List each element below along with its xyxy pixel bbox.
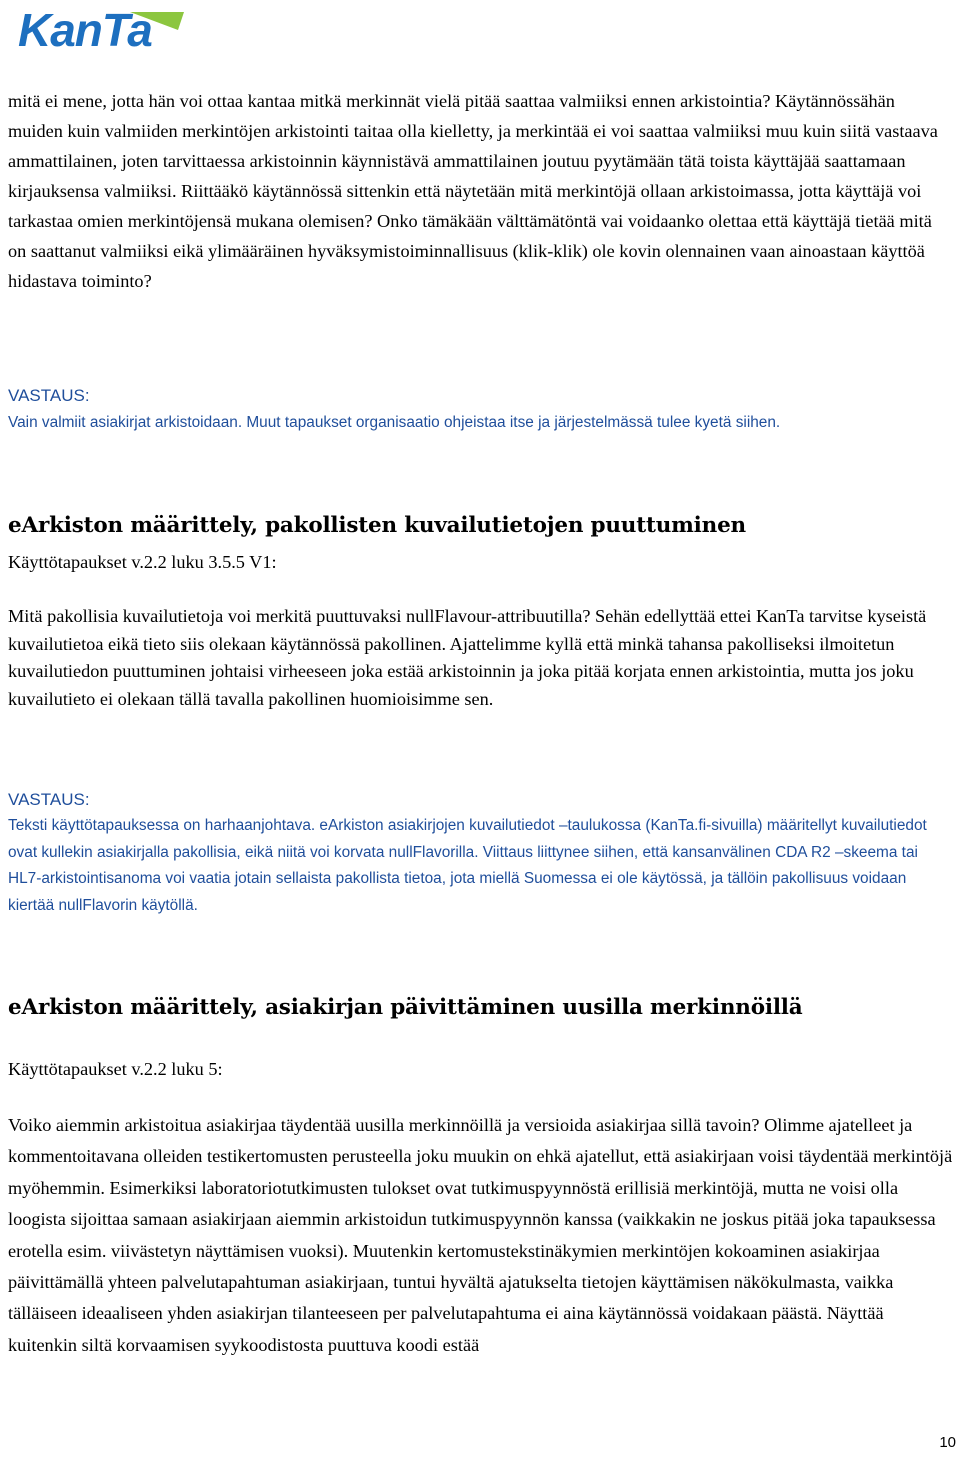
- answer-text: Vain valmiit asiakirjat arkistoidaan. Muut tapaukset organisaatio ohjeistaa itse ja järjestelmässä tulee kyetä siihen.: [8, 414, 781, 431]
- logo-wordmark: KanTa: [18, 4, 152, 54]
- kanta-logo-graphic: [18, 2, 188, 54]
- answer-text: Teksti käyttötapauksessa on harhaanjohtava. eArkiston asiakirjojen kuvailutiedot –taulukossa (KanTa.fi-sivuilla) määritellyt kuvailutiedot ovat kullekin asiakirjalla pakollisia, eikä niitä voi korvata nullFlavorilla. Viittaus liittynee siihen, että kansanvälinen CDA R2 –skeema tai HL7-arkistointisanoma voi vaatia jotain sellaista pakollista tietoa, jota miellä Suomessa ei ole käytössä, ja tällöin pakollisuus voidaan kiertää nullFlavorin käytöllä.: [8, 817, 927, 914]
- answer-label: VASTAUS:: [8, 790, 90, 809]
- section-subheading: Käyttötapaukset v.2.2 luku 3.5.5 V1:: [8, 552, 277, 572]
- page-number: 10: [939, 1434, 956, 1451]
- section-body: Mitä pakollisia kuvailutietoja voi merkitä puuttuvaksi nullFlavour-attribuutilla? Sehän edellyttää ettei KanTa tarvitse kyseistä kuvailutietoa eikä tieto siis olekaan käytännössä pakollinen. Ajattelimme kyllä että minkä tahansa pakolliseksi ilmoitetun kuvailutiedon puuttuminen johtaisi virheeseen joka estää arkistoinnin ja joka pitää korjata ennen arkistointia, mutta jos joku kuvailutieto ei olekaan tällä tavalla pakollinen huomioisimme sen.: [8, 606, 927, 709]
- intro-paragraph: mitä ei mene, jotta hän voi ottaa kantaa mitkä merkinnät vielä pitää saattaa valmiiksi ennen arkistointia? Käytännössähän muiden kuin valmiiden merkintöjen arkistointi taitaa olla kielletty, ja merkintää ei voi saattaa valmiiksi muu kuin siitä vastaava ammattilainen, joten tarvittaessa arkistoinnin käynnistävä ammattilainen joutuu pyytämään tätä toista käyttäjää saattamaan kirjauksensa valmiiksi. Riittääkö käytännössä sittenkin että näytetään mitä merkintöjä ollaan arkistoimassa, jotta käyttäjä voi tarkastaa omien merkintöjensä mukana olemisen? Onko tämäkään välttämätöntä vai voidaanko olettaa että käyttäjä tietää mitä on saattanut valmiiksi eikä ylimääräinen hyväksymistoiminnallisuus (klik-klik) ole kovin olennainen vaan ainoastaan käyttöä hidastava toiminto?: [8, 91, 938, 291]
- answer-label: VASTAUS:: [8, 386, 90, 405]
- section-subheading: Käyttötapaukset v.2.2 luku 5:: [8, 1059, 223, 1079]
- section-heading-document-update: eArkiston määrittely, asiakirjan päivittäminen uusilla merkinnöillä: [8, 995, 803, 1020]
- section-body: Voiko aiemmin arkistoitua asiakirjaa täydentää uusilla merkinnöillä ja versioida asiakirjaa sillä tavoin? Olimme ajatelleet ja kommentoitavana olleiden testikertomusten perusteella joku muukin on ehkä ajatellut, että asiakirjaan voisi täydentää merkintöjä myöhemmin. Esimerkiksi laboratoriotutkimusten tulokset ovat tutkimuspyynnöstä erillisiä merkintöjä, mutta ne voisi olla loogista sijoittaa samaan asiakirjaan aiemmin arkistoidun tutkimuspyynnön kanssa (vaikkakin ne joskus pitää joka tapauksessa erotella esim. viivästetyn näyttämisen vuoksi). Muutenkin kertomustekstinäkymien merkintöjen kokoaminen asiakirjaa päivittämällä yhteen palvelutapahtuman asiakirjaan, tuntui hyvältä ajatukselta tietojen käyttämisen näkökulmasta, vaikka tälläiseen ideaaliseen yhden asiakirjan tilanteeseen per palvelutapahtuma ei aina käytännössä voidakaan päästä. Näyttää kuitenkin siltä korvaamisen syykoodistosta puuttuva koodi estää: [8, 1115, 953, 1355]
- kanta-logo: [18, 2, 188, 54]
- section-heading-required-metadata: eArkiston määrittely, pakollisten kuvailutietojen puuttuminen: [8, 513, 746, 538]
